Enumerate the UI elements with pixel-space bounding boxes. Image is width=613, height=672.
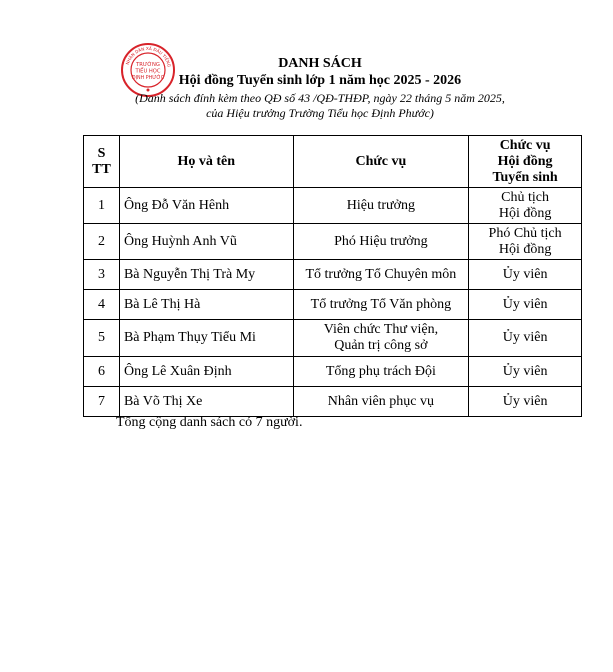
table-row bbox=[84, 320, 582, 357]
header-stt: S TT bbox=[84, 136, 120, 188]
table-row bbox=[84, 224, 582, 260]
decision-reference-line1: (Danh sách đính kèm theo QĐ số 43 /QĐ-THĐP, ngày 22 tháng 5 năm 2025, bbox=[135, 91, 505, 105]
header-name: Họ và tên bbox=[119, 136, 293, 188]
document-subtitle: Hội đồng Tuyển sinh lớp 1 năm học 2025 - 2026 bbox=[178, 73, 462, 88]
row-council-role: Ủy viên bbox=[469, 290, 582, 320]
row-name: Bà Phạm Thụy Tiểu Mi bbox=[119, 320, 293, 357]
row-position: Hiệu trưởng bbox=[293, 188, 469, 224]
row-name: Ông Huỳnh Anh Vũ bbox=[119, 224, 293, 260]
row-council-role: Ủy viên bbox=[469, 387, 582, 417]
row-name: Bà Nguyễn Thị Trà My bbox=[119, 260, 293, 290]
row-stt: 6 bbox=[84, 357, 120, 387]
row-council-role: Phó Chủ tịch Hội đồng bbox=[469, 224, 582, 260]
svg-text:TRƯỜNG: TRƯỜNG bbox=[136, 62, 160, 68]
row-position: Tổng phụ trách Đội bbox=[293, 357, 469, 387]
total-count-text: Tổng cộng danh sách có 7 người. bbox=[116, 415, 303, 430]
row-stt: 2 bbox=[84, 224, 120, 260]
decision-reference-line2: của Hiệu trưởng Trường Tiểu học Định Phước) bbox=[206, 106, 434, 120]
row-name: Bà Lê Thị Hà bbox=[119, 290, 293, 320]
svg-text:ĐỊNH PHƯỚC: ĐỊNH PHƯỚC bbox=[131, 76, 165, 81]
table-header-row bbox=[84, 136, 582, 188]
row-position: Tổ trưởng Tổ Chuyên môn bbox=[293, 260, 469, 290]
row-stt: 7 bbox=[84, 387, 120, 417]
row-stt: 3 bbox=[84, 260, 120, 290]
row-name: Bà Võ Thị Xe bbox=[119, 387, 293, 417]
row-name: Ông Lê Xuân Định bbox=[119, 357, 293, 387]
header-council-role: Chức vụ Hội đồng Tuyển sinh bbox=[469, 136, 582, 188]
row-stt: 5 bbox=[84, 320, 120, 357]
table-row bbox=[84, 290, 582, 320]
row-name: Ông Đỗ Văn Hênh bbox=[119, 188, 293, 224]
header-position: Chức vụ bbox=[293, 136, 469, 188]
row-council-role: Chủ tịch Hội đồng bbox=[469, 188, 582, 224]
row-position: Viên chức Thư viện, Quản trị công sở bbox=[293, 320, 469, 357]
row-position: Phó Hiệu trưởng bbox=[293, 224, 469, 260]
council-members-table bbox=[83, 135, 582, 417]
table-row bbox=[84, 387, 582, 417]
table-row bbox=[84, 357, 582, 387]
row-position: Nhân viên phục vụ bbox=[293, 387, 469, 417]
row-council-role: Ủy viên bbox=[469, 260, 582, 290]
row-stt: 4 bbox=[84, 290, 120, 320]
document-title: DANH SÁCH bbox=[278, 56, 362, 71]
row-council-role: Ủy viên bbox=[469, 320, 582, 357]
svg-text:NHÂN DÂN XÃ ĐẦU TIẾNG: NHÂN DÂN XÃ ĐẦU TIẾNG bbox=[124, 45, 172, 68]
svg-text:TIỂU HỌC: TIỂU HỌC bbox=[135, 68, 161, 75]
table-row bbox=[84, 188, 582, 224]
row-stt: 1 bbox=[84, 188, 120, 224]
row-position: Tổ trưởng Tổ Văn phòng bbox=[293, 290, 469, 320]
table-row bbox=[84, 260, 582, 290]
row-council-role: Ủy viên bbox=[469, 357, 582, 387]
